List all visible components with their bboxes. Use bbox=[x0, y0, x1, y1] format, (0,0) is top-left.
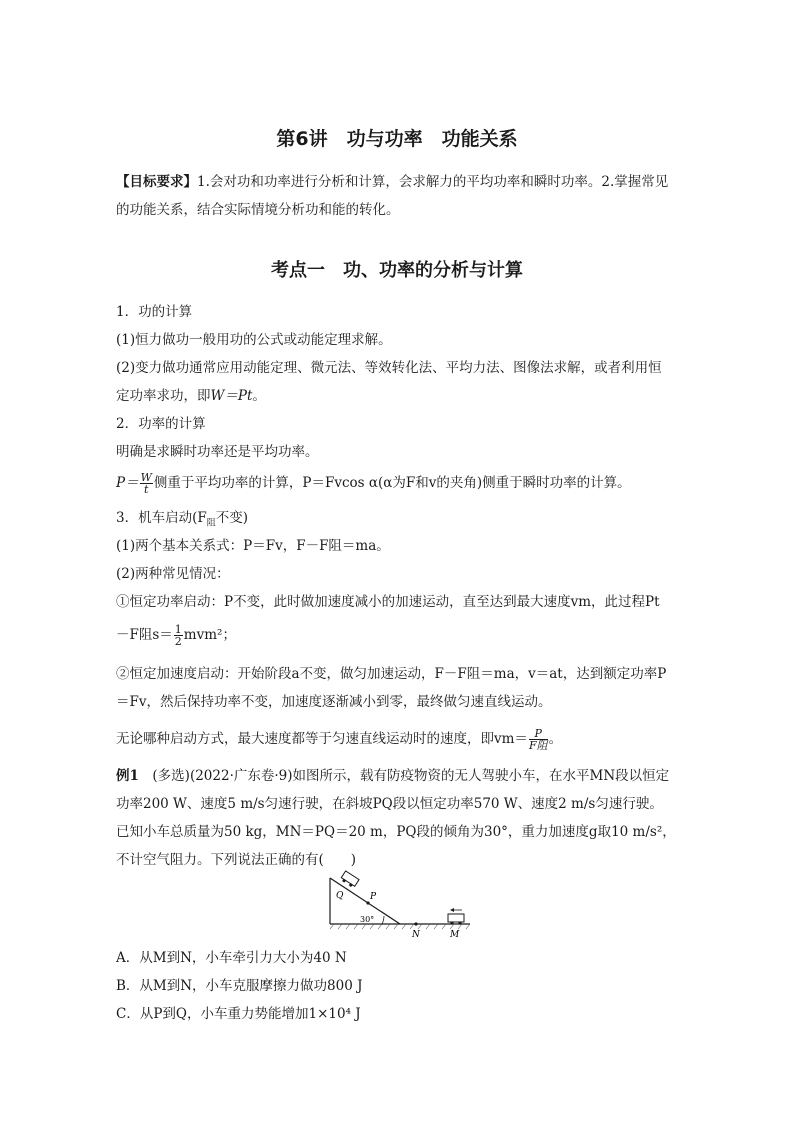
numerator: W bbox=[140, 471, 152, 484]
numerator: P bbox=[529, 728, 548, 740]
formula: W＝Pt bbox=[210, 388, 253, 404]
fraction-half bbox=[174, 624, 183, 647]
para-constant-accel-1: ②恒定加速度启动：开始阶段a不变，做匀加速运动，F－F阻＝ma，v＝at，达到额定功率P bbox=[116, 666, 667, 682]
heading-power: 2．功率的计算 bbox=[116, 416, 206, 432]
formula-p: P＝ bbox=[116, 475, 139, 491]
denominator: 2 bbox=[174, 635, 182, 648]
label-n: N bbox=[412, 930, 420, 940]
example-line-2: 功率200 W、速度5 m/s匀速行驶，在斜坡PQ段以恒定功率570 W、速度2 m/s匀速行驶。 bbox=[116, 796, 663, 812]
para-two-cases: (2)两种常见情况： bbox=[116, 566, 230, 582]
goal-line-1 bbox=[116, 172, 682, 192]
goal-line-2: 的功能关系，结合实际情境分析功和能的转化。 bbox=[116, 202, 400, 218]
para-power-intro: 明确是求瞬时功率还是平均功率。 bbox=[116, 444, 319, 460]
fraction-w-over-t bbox=[140, 472, 153, 495]
para-basic-relations: (1)两个基本关系式：P＝Fv，F－F阻＝ma。 bbox=[116, 538, 390, 554]
denominator: F阻 bbox=[528, 739, 548, 752]
slope-diagram bbox=[320, 870, 480, 940]
goal-label: 【目标要求】 bbox=[116, 174, 197, 190]
text: 定功率求功，即 bbox=[116, 388, 211, 404]
text: 。 bbox=[252, 388, 266, 404]
example-line-3: 已知小车总质量为50 kg，MN＝PQ＝20 m，PQ段的倾角为30°，重力加速度g取10 m/s²， bbox=[116, 824, 676, 840]
option-b: B．从M到N，小车克服摩擦力做功800 J bbox=[116, 978, 363, 994]
point-n-marker bbox=[414, 922, 417, 925]
label-m: M bbox=[450, 930, 460, 940]
section-heading: 考点一 功、功率的分析与计算 bbox=[271, 260, 523, 281]
example-line-1 bbox=[116, 766, 682, 786]
numerator: 1 bbox=[174, 623, 182, 636]
text: (多选)(2022·广东卷·9)如图所示，载有防疫物资的无人驾驶小车，在水平MN段以恒定 bbox=[138, 768, 670, 784]
para-constant-power-2 bbox=[116, 624, 682, 647]
option-a: A．从M到N，小车牵引力大小为40 N bbox=[116, 950, 347, 966]
lecture-title: 第6讲 功与功率 功能关系 bbox=[276, 128, 518, 150]
option-c: C．从P到Q，小车重力势能增加1×10⁴ J bbox=[116, 1006, 361, 1022]
angle-arc bbox=[382, 916, 384, 924]
heading-work: 1．功的计算 bbox=[116, 304, 193, 320]
para-constant-accel-2: ＝Fv，然后保持功率不变，加速度逐渐减小到零，最终做匀速直线运动。 bbox=[116, 694, 552, 710]
para-max-speed bbox=[116, 728, 682, 751]
text: mvm²； bbox=[183, 627, 236, 643]
example-label: 例1 bbox=[116, 768, 139, 784]
goal-text-1: 1.会对功和功率进行分析和计算，会求解力的平均功率和瞬时功率。2.掌握常见 bbox=[197, 174, 669, 190]
text: 。 bbox=[548, 731, 563, 747]
text: 3．机车启动(F bbox=[116, 510, 207, 526]
cart-on-ground bbox=[448, 908, 464, 925]
ground-hatch bbox=[330, 924, 470, 929]
text: 不变) bbox=[215, 510, 249, 526]
label-q: Q bbox=[336, 891, 344, 901]
para-variable-force-2 bbox=[116, 386, 682, 406]
para-power-formula bbox=[116, 472, 682, 495]
para-constant-force: (1)恒力做功一般用功的公式或动能定理求解。 bbox=[116, 332, 392, 348]
denominator: t bbox=[144, 483, 149, 496]
para-constant-power-1: ①恒定功率启动：P不变，此时做加速度减小的加速运动，直至达到最大速度vm，此过程Pt bbox=[116, 594, 660, 610]
subscript: 阻 bbox=[206, 518, 216, 529]
text: 侧重于平均功率的计算，P＝Fvcos α(α为F和v的夹角)侧重于瞬时功率的计算。 bbox=[153, 475, 631, 491]
example-line-4: 不计空气阻力。下列说法正确的有( ) bbox=[116, 852, 357, 868]
fraction-p-over-f bbox=[529, 728, 548, 751]
para-variable-force-1: (2)变力做功通常应用动能定理、微元法、等效转化法、平均力法、图像法求解，或者利用恒 bbox=[116, 360, 662, 376]
heading-vehicle-start bbox=[116, 508, 682, 534]
label-p: P bbox=[370, 892, 377, 902]
label-angle: 30° bbox=[360, 915, 375, 924]
text: 无论哪种启动方式，最大速度都等于匀速直线运动时的速度，即vm＝ bbox=[116, 731, 528, 747]
text: －F阻s＝ bbox=[116, 627, 173, 643]
